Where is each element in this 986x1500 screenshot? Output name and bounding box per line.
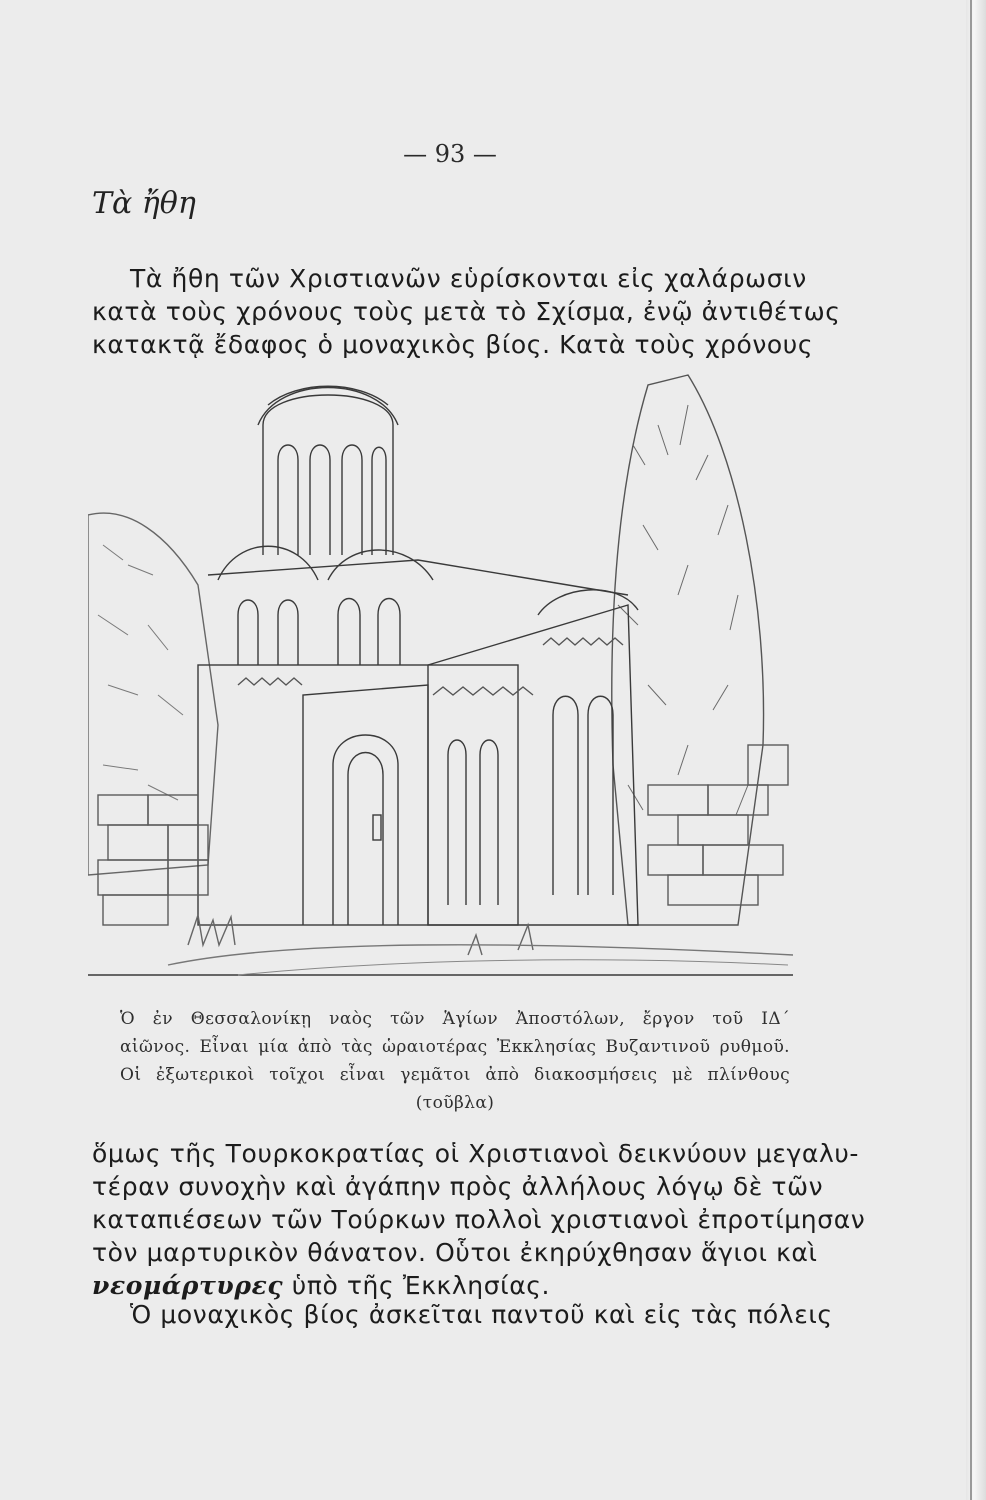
text-line: τέραν συνοχὴν καὶ ἀγάπην πρὸς ἀλλήλους λόγῳ δὲ τῶν: [92, 1172, 824, 1201]
emphasized-term: νεομάρτυρες: [92, 1271, 284, 1300]
text-line: τὸν μαρτυρικὸν θάνατον. Οὗτοι ἐκηρύχθησαν ἅγιοι καὶ: [92, 1238, 818, 1267]
caption-line: (τοῦβλα): [415, 1093, 495, 1113]
section-heading: Τὰ ἤθη: [92, 186, 196, 221]
paragraph-closing: [92, 1298, 833, 1331]
text-line: κατακτᾷ ἔδαφος ὁ μοναχικὸς βίος. Κατὰ τοὺς χρόνους: [92, 330, 814, 359]
text-line: καταπιέσεων τῶν Τούρκων πολλοὶ χριστιανοὶ ἐπροτίμησαν: [92, 1205, 866, 1234]
text-fragment: ὑπὸ τῆς Ἐκκλησίας.: [283, 1271, 551, 1300]
paragraph-intro: [92, 262, 841, 361]
caption-line: Ὁ ἐν Θεσσαλονίκῃ ναὸς τῶν Ἁγίων Ἀποστόλων, ἔργον τοῦ ΙΔ΄: [120, 1009, 790, 1029]
figure-caption: [120, 1005, 790, 1117]
caption-line: Οἱ ἐξωτερικοὶ τοῖχοι εἶναι γεμᾶτοι ἀπὸ διακοσμήσεις μὲ πλίνθους: [120, 1065, 790, 1085]
text-line: ὅμως τῆς Τουρκοκρατίας οἱ Χριστιανοὶ δεικνύουν μεγαλυ-: [92, 1139, 860, 1168]
page-number: — 93 —: [403, 140, 497, 168]
paragraph-body: [92, 1137, 866, 1302]
caption-line: αἰῶνος. Εἶναι μία ἀπὸ τὰς ὡραιοτέρας Ἐκκλησίας Βυζαντινοῦ ρυθμοῦ.: [120, 1037, 790, 1057]
church-illustration: [88, 365, 800, 985]
text-line: Τὰ ἤθη τῶν Χριστιανῶν εὑρίσκονται εἰς χαλάρωσιν: [130, 264, 807, 293]
text-line: κατὰ τοὺς χρόνους τοὺς μετὰ τὸ Σχίσμα, ἐνῷ ἀντιθέτως: [92, 297, 841, 326]
text-line: Ὁ μοναχικὸς βίος ἀσκεῖται παντοῦ καὶ εἰς τὰς πόλεις: [130, 1300, 833, 1329]
page-edge: [966, 0, 986, 1500]
